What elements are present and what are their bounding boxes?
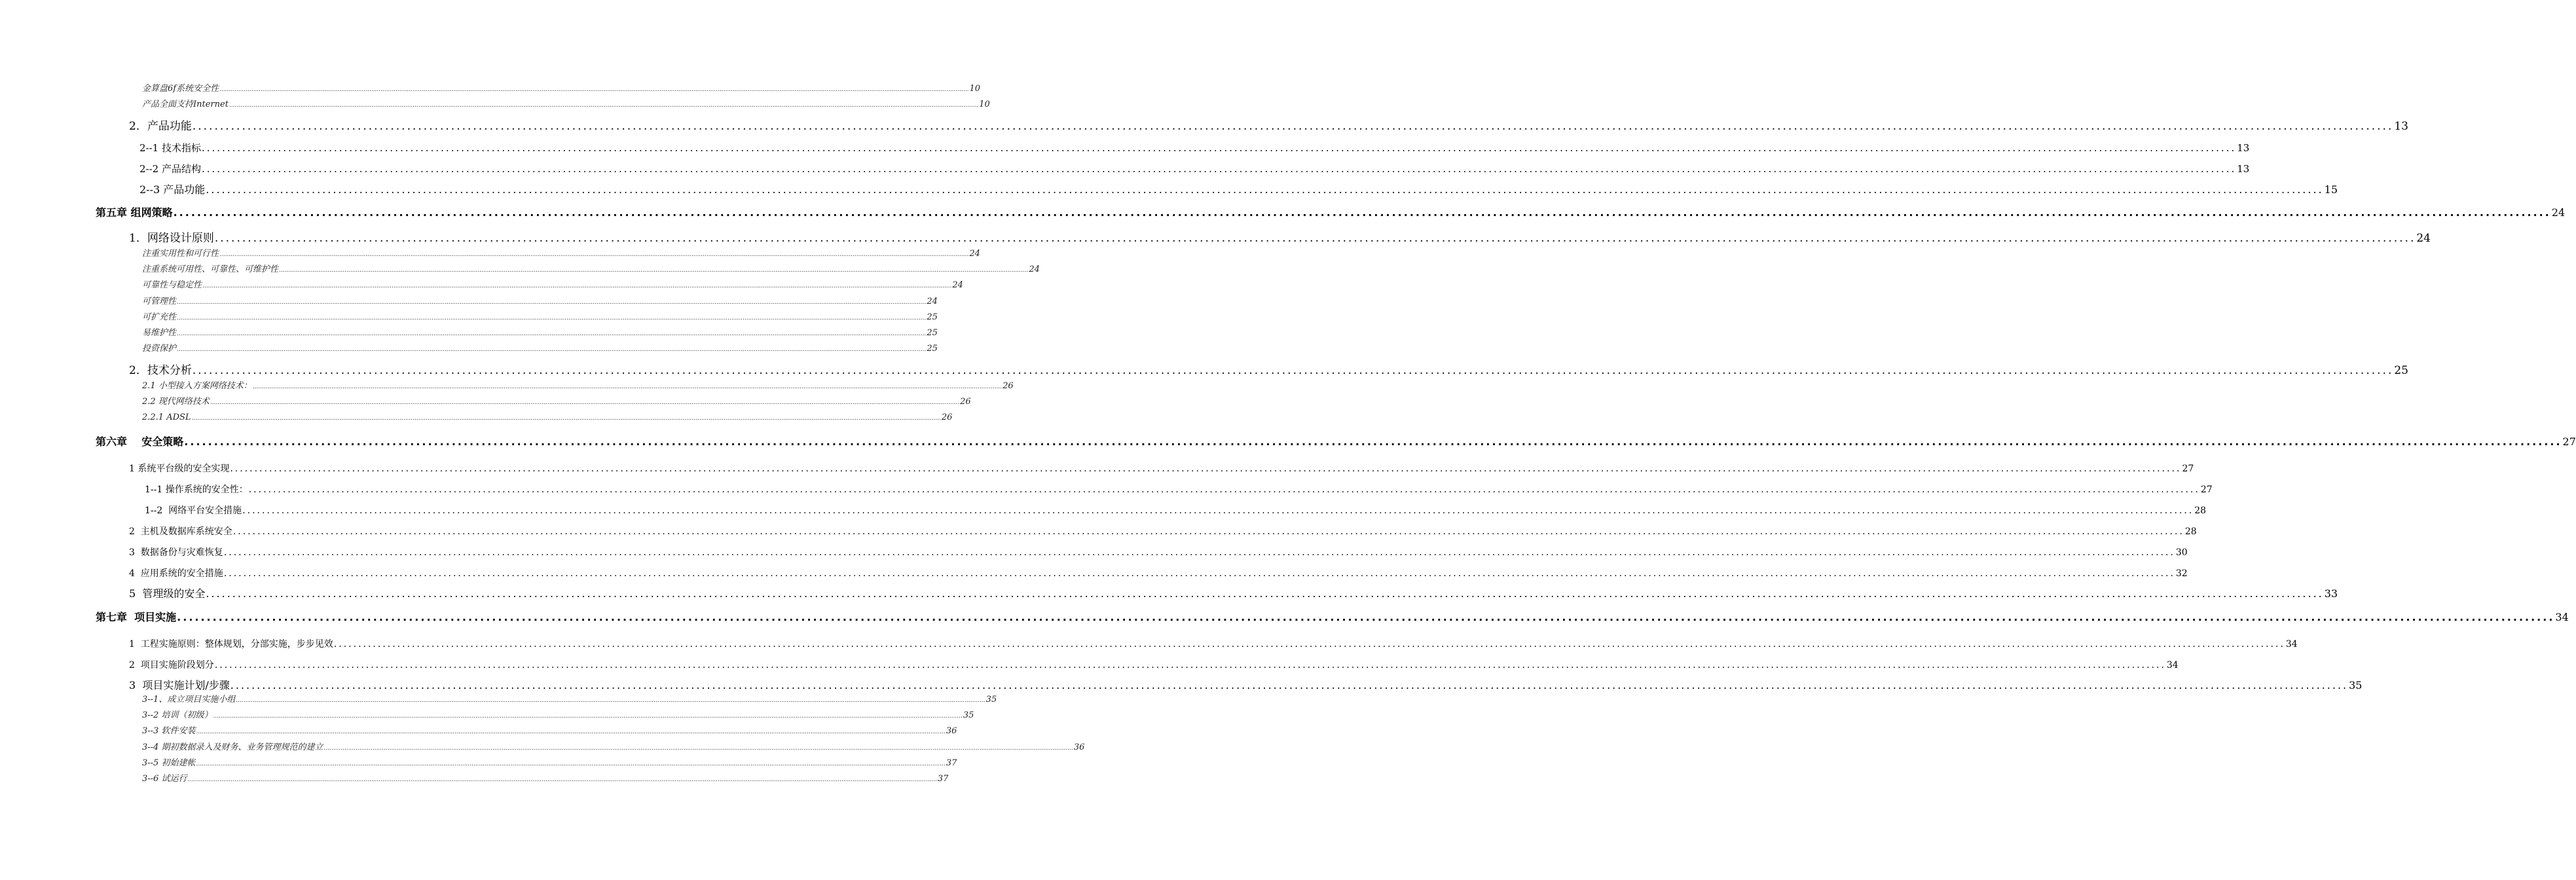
toc-entry[interactable] <box>142 99 990 111</box>
dot-leader: ................................................................................................................................................................................................................................................................................................................................................................................................................ <box>232 526 2184 537</box>
toc-entry-label: 1--2 网络平台安全措施 <box>145 505 242 516</box>
dot-leader: ................................................................................................................................................................................................................................................................................................................................................................................................................ <box>177 331 927 337</box>
dot-leader: ................................................................................................................................................................................................................................................................................................................................................................................................................ <box>223 547 2175 558</box>
toc-entry-page: 24 <box>1029 265 1040 274</box>
toc-entry-page: 24 <box>2416 232 2431 245</box>
toc-entry[interactable] <box>142 758 957 769</box>
toc-entry[interactable] <box>142 83 980 95</box>
toc-entry-label: 1--1 操作系统的安全性： <box>145 485 248 495</box>
toc-entry[interactable] <box>142 710 974 722</box>
toc-entry[interactable] <box>142 694 997 706</box>
dot-leader: ................................................................................................................................................................................................................................................................................................................................................................................................................ <box>214 232 2416 245</box>
toc-entry[interactable] <box>139 183 2338 197</box>
toc-entry[interactable] <box>129 230 2431 246</box>
toc-entry-label: 可扩充性 <box>142 312 177 322</box>
toc-entry-page: 13 <box>2394 120 2408 133</box>
toc-entry-label: 1 系统平台级的安全实现 <box>129 464 230 474</box>
toc-entry-page: 24 <box>969 249 980 259</box>
toc-entry-page: 28 <box>2194 505 2207 516</box>
dot-leader: ................................................................................................................................................................................................................................................................................................................................................................................................................ <box>323 745 1073 752</box>
chapter-entry[interactable] <box>96 610 2569 625</box>
toc-entry-page: 30 <box>2175 547 2188 558</box>
dot-leader: ................................................................................................................................................................................................................................................................................................................................................................................................................ <box>219 251 969 258</box>
toc-entry-label: 3--5 初始建帐 <box>142 758 196 768</box>
toc-entry-label: 可管理性 <box>142 297 177 306</box>
toc-entry[interactable] <box>129 637 2298 651</box>
toc-entry-page: 28 <box>2184 526 2197 537</box>
toc-entry-label: 2 主机及数据库系统安全 <box>129 526 232 537</box>
dot-leader: ................................................................................................................................................................................................................................................................................................................................................................................................................ <box>223 568 2175 579</box>
toc-entry-page: 26 <box>941 412 953 422</box>
chapter-entry[interactable] <box>96 205 2566 221</box>
toc-entry-page: 26 <box>1003 381 1014 391</box>
chapter-title: 第七章 项目实施 <box>96 611 177 623</box>
dot-leader: ................................................................................................................................................................................................................................................................................................................................................................................................................ <box>177 346 927 353</box>
toc-entry-page: 36 <box>946 726 957 736</box>
toc-entry[interactable] <box>145 504 2207 518</box>
toc-entry[interactable] <box>129 658 2179 672</box>
toc-entry-page: 27 <box>2200 485 2213 495</box>
toc-entry[interactable] <box>142 412 953 424</box>
toc-entry[interactable] <box>142 396 971 408</box>
dot-leader: ................................................................................................................................................................................................................................................................................................................................................................................................................ <box>230 679 2349 691</box>
toc-entry-label: 2．技术分析 <box>129 364 192 377</box>
toc-entry-page: 34 <box>2166 660 2179 670</box>
toc-entry[interactable] <box>139 162 2250 176</box>
toc-entry-page: 10 <box>969 84 980 94</box>
toc-entry-label: 3--4 期初数据录入及财务、业务管理规范的建立 <box>142 742 323 752</box>
toc-entry[interactable] <box>142 773 949 785</box>
chapter-page: 27 <box>2562 435 2576 448</box>
toc-entry-page: 25 <box>2394 364 2408 377</box>
toc-entry-label: 注重系统可用性、可靠性、可维护性 <box>142 265 279 274</box>
dot-leader: ................................................................................................................................................................................................................................................................................................................................................................................................................ <box>242 505 2194 516</box>
toc-entry-label: 2--2 产品结构 <box>139 163 201 175</box>
toc-entry[interactable] <box>139 141 2250 155</box>
dot-leader: ................................................................................................................................................................................................................................................................................................................................................................................................................ <box>196 729 946 735</box>
toc-entry[interactable] <box>142 248 980 260</box>
toc-entry-page: 15 <box>2324 183 2338 196</box>
chapter-title: 第五章 组网策略 <box>96 206 173 219</box>
toc-entry-label: 1．网络设计原则 <box>129 232 214 245</box>
toc-entry-label: 2．产品功能 <box>129 120 192 133</box>
toc-entry-label: 可靠性与稳定性 <box>142 280 202 290</box>
toc-entry-page: 37 <box>946 758 957 768</box>
dot-leader: ................................................................................................................................................................................................................................................................................................................................................................................................................ <box>202 283 952 289</box>
dot-leader: ................................................................................................................................................................................................................................................................................................................................................................................................................ <box>279 267 1029 274</box>
toc-entry-page: 13 <box>2237 163 2250 175</box>
toc-entry-page: 32 <box>2175 568 2188 579</box>
toc-entry-label: 2.2 现代网络技术 <box>142 397 210 407</box>
toc-entry-page: 13 <box>2237 142 2250 154</box>
toc-entry-label: 3--6 试运行 <box>142 774 187 784</box>
toc-entry-label: 产品全面支持Internet <box>142 100 229 109</box>
toc-entry[interactable] <box>142 312 938 323</box>
toc-entry-page: 35 <box>963 710 974 720</box>
toc-entry-page: 25 <box>927 312 938 322</box>
toc-entry[interactable] <box>129 524 2197 539</box>
dot-leader: ................................................................................................................................................................................................................................................................................................................................................................................................................ <box>202 142 2237 154</box>
dot-leader: ................................................................................................................................................................................................................................................................................................................................................................................................................ <box>191 415 941 422</box>
dot-leader: ................................................................................................................................................................................................................................................................................................................................................................................................................ <box>196 761 946 767</box>
dot-leader: ................................................................................................................................................................................................................................................................................................................................................................................................................ <box>230 464 2182 474</box>
toc-entry[interactable] <box>129 545 2188 560</box>
toc-entry-label: 2--3 产品功能 <box>139 183 206 196</box>
chapter-page: 34 <box>2555 611 2569 623</box>
dot-leader: ................................................................................................................................................................................................................................................................................................................................................................................................................ <box>333 639 2285 650</box>
toc-entry-label: 3--3 软件安装 <box>142 726 196 736</box>
toc-entry-label: 投资保护 <box>142 344 177 354</box>
toc-entry-label: 3 数据备份与灾难恢复 <box>129 547 223 558</box>
toc-entry[interactable] <box>142 327 938 339</box>
toc-entry-page: 35 <box>985 695 997 705</box>
toc-entry-page: 26 <box>960 397 971 407</box>
toc-entry[interactable] <box>129 587 2338 601</box>
toc-entry[interactable] <box>142 742 1085 754</box>
toc-entry-page: 27 <box>2182 464 2194 474</box>
toc-entry-page: 34 <box>2285 639 2298 650</box>
toc-entry-label: 2 项目实施阶段划分 <box>129 660 214 670</box>
dot-leader: ................................................................................................................................................................................................................................................................................................................................................................................................................ <box>202 163 2237 175</box>
dot-leader: ................................................................................................................................................................................................................................................................................................................................................................................................................ <box>229 102 979 109</box>
toc-entry-page: 35 <box>2349 679 2363 691</box>
chapter-title: 第六章 安全策略 <box>96 435 184 448</box>
toc-entry[interactable] <box>142 296 938 308</box>
toc-entry-label: 金算盘6f系统安全性 <box>142 84 219 94</box>
toc-entry-label: 注重实用性和可行性 <box>142 249 219 259</box>
toc-entry[interactable] <box>129 462 2194 476</box>
dot-leader: ................................................................................................................................................................................................................................................................................................................................................................................................................ <box>177 299 927 306</box>
dot-leader: ................................................................................................................................................................................................................................................................................................................................................................................................................ <box>210 399 960 406</box>
toc-entry-page: 33 <box>2324 587 2338 600</box>
toc-entry-label: 2.2.1 ADSL <box>142 412 191 422</box>
toc-entry-page: 25 <box>927 344 938 354</box>
toc-entry-label: 2--1 技术指标 <box>139 142 201 154</box>
toc-entry[interactable] <box>142 725 957 737</box>
toc-entry[interactable] <box>142 264 1040 276</box>
chapter-page: 24 <box>2551 206 2566 219</box>
toc-entry[interactable] <box>129 119 2408 134</box>
toc-entry-label: 2.1 小型接入方案网络技术： <box>142 381 252 391</box>
toc-entry-page: 25 <box>927 328 938 338</box>
dot-leader: ................................................................................................................................................................................................................................................................................................................................................................................................................ <box>187 777 937 783</box>
toc-entry-page: 10 <box>979 100 990 109</box>
dot-leader: ................................................................................................................................................................................................................................................................................................................................................................................................................ <box>214 660 2166 670</box>
dot-leader: ................................................................................................................................................................................................................................................................................................................................................................................................................ <box>192 364 2394 377</box>
dot-leader: ................................................................................................................................................................................................................................................................................................................................................................................................................ <box>177 315 927 321</box>
toc-entry-page: 36 <box>1073 742 1085 752</box>
toc-entry[interactable] <box>145 483 2213 497</box>
toc-entry[interactable] <box>129 566 2188 581</box>
dot-leader: ................................................................................................................................................................................................................................................................................................................................................................................................................ <box>206 587 2324 600</box>
dot-leader: ................................................................................................................................................................................................................................................................................................................................................................................................................ <box>236 697 985 704</box>
dot-leader: ................................................................................................................................................................................................................................................................................................................................................................................................................ <box>206 183 2324 196</box>
dot-leader: ................................................................................................................................................................................................................................................................................................................................................................................................................ <box>173 206 2551 219</box>
toc-entry-label: 3--2 培训（初级） <box>142 710 213 720</box>
toc-entry[interactable] <box>142 380 1014 392</box>
dot-leader: ................................................................................................................................................................................................................................................................................................................................................................................................................ <box>192 120 2394 133</box>
chapter-entry[interactable] <box>96 434 2576 450</box>
toc-entry[interactable] <box>129 678 2363 693</box>
toc-entry[interactable] <box>129 363 2408 378</box>
toc-entry[interactable] <box>142 343 938 355</box>
toc-entry-label: 5 管理级的安全 <box>129 587 206 600</box>
toc-entry-label: 3--1、成立项目实施小组 <box>142 695 236 705</box>
dot-leader: ................................................................................................................................................................................................................................................................................................................................................................................................................ <box>248 485 2200 495</box>
toc-entry-label: 4 应用系统的安全措施 <box>129 568 223 579</box>
dot-leader: ................................................................................................................................................................................................................................................................................................................................................................................................................ <box>252 384 1003 390</box>
toc-entry-page: 37 <box>937 774 949 784</box>
dot-leader: ................................................................................................................................................................................................................................................................................................................................................................................................................ <box>184 435 2562 448</box>
toc-entry-label: 1 工程实施原则：整体规划，分部实施，步步见效 <box>129 639 333 650</box>
toc-entry-page: 24 <box>927 297 938 306</box>
dot-leader: ................................................................................................................................................................................................................................................................................................................................................................................................................ <box>219 86 969 93</box>
dot-leader: ................................................................................................................................................................................................................................................................................................................................................................................................................ <box>177 611 2555 623</box>
dot-leader: ................................................................................................................................................................................................................................................................................................................................................................................................................ <box>213 713 963 720</box>
toc-entry-page: 24 <box>952 280 963 290</box>
toc-entry-label: 易维护性 <box>142 328 177 338</box>
toc-entry-label: 3 项目实施计划/步骤 <box>129 679 230 691</box>
toc-entry[interactable] <box>142 280 963 291</box>
